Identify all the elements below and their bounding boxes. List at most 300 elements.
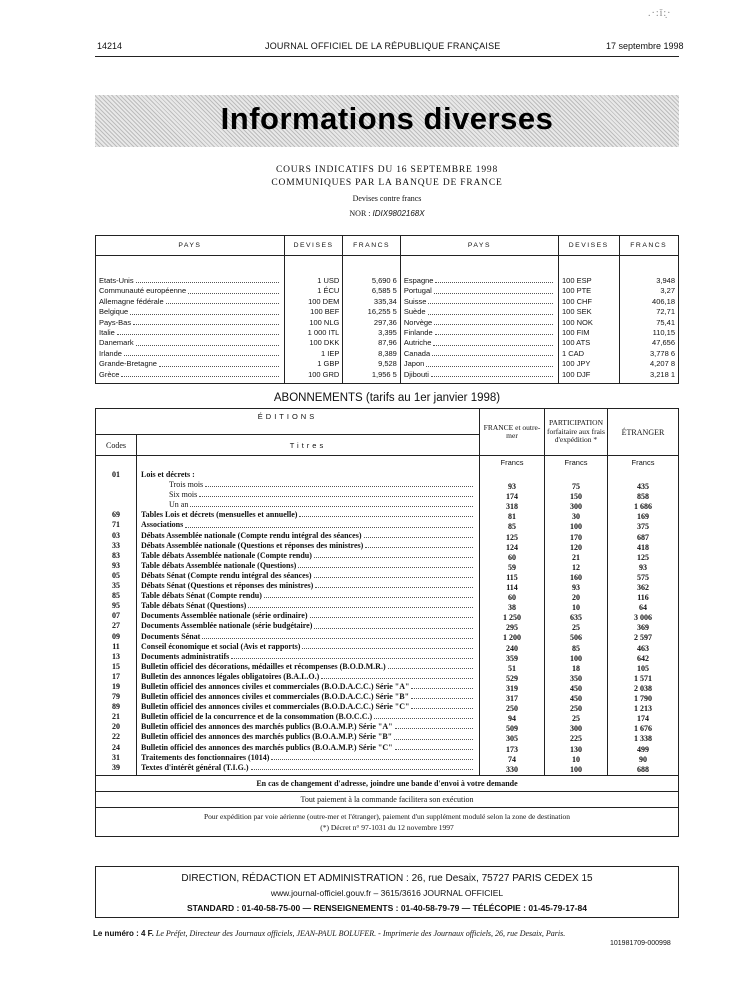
note-address: En cas de changement d'adresse, joindre une bande d'envoi à votre demande <box>96 775 679 791</box>
header-etranger: ÉTRANGER <box>608 409 679 456</box>
dot-leader <box>133 318 279 325</box>
rate-value: 3,27 <box>660 286 675 296</box>
journal-title: JOURNAL OFFICIEL DE LA RÉPUBLIQUE FRANÇAISE <box>265 41 501 51</box>
nor-value: IDIX9802168X <box>372 209 425 218</box>
dot-leader <box>302 642 473 649</box>
header-pays-left: PAYS <box>96 236 285 256</box>
row-code: 17 <box>112 671 120 681</box>
banner-title: Informations diverses <box>220 101 554 136</box>
row-code: 27 <box>112 621 120 631</box>
rate-value: 3,948 <box>656 276 675 285</box>
rate-country-name: Suisse <box>403 296 427 306</box>
row-title <box>141 652 475 662</box>
row-title <box>141 712 475 722</box>
row-france: 85 <box>508 522 516 532</box>
sub-header-row-1 <box>96 409 679 435</box>
row-participation: 85 <box>572 643 580 653</box>
dot-leader <box>159 359 279 366</box>
row-code: 01 <box>112 470 120 479</box>
dot-leader <box>124 349 279 356</box>
row-title-text: Conseil économique et social (Avis et rapports) <box>141 641 301 651</box>
row-etranger: 125 <box>637 552 649 562</box>
row-title <box>141 531 475 541</box>
row-title <box>141 601 475 611</box>
direction-web: www.journal-officiel.gouv.fr – 3615/3616 JOURNAL OFFICIEL <box>270 888 504 898</box>
row-etranger: 169 <box>637 512 649 522</box>
row-france: 81 <box>508 512 516 522</box>
row-france: 250 <box>506 704 518 714</box>
row-title-text: Bulletin officiel des annonces des marchés publics (B.O.A.M.P.) Série "B" <box>141 732 393 742</box>
row-etranger: 1 790 <box>634 694 652 704</box>
rate-country-name: Portugal <box>403 286 432 296</box>
nor-label: NOR : <box>349 209 371 218</box>
rate-value: 406,18 <box>652 296 675 306</box>
row-code: 79 <box>112 692 120 702</box>
header-devises-right: DEVISES <box>558 236 619 256</box>
row-etranger: 435 <box>637 482 649 492</box>
row-code <box>100 500 132 510</box>
codes-column <box>96 456 137 776</box>
dot-leader <box>431 370 553 377</box>
note-air <box>96 807 679 836</box>
row-etranger: 575 <box>637 572 649 582</box>
rate-country-name: Suède <box>403 307 426 317</box>
rate-currency: 1 GBP <box>317 359 340 369</box>
row-title <box>141 480 475 490</box>
rate-country <box>99 318 281 328</box>
row-participation: 635 <box>570 613 582 623</box>
dot-leader <box>298 561 473 568</box>
rate-value: 297,36 <box>373 317 397 327</box>
row-title-text: Documents Assemblée nationale (série ordinaire) <box>141 611 308 621</box>
scan-artifact: .·:ǐ:̣· <box>648 8 672 19</box>
row-title <box>141 591 475 601</box>
row-france: 174 <box>506 492 518 502</box>
rate-country-name: Communauté européenne <box>99 286 187 296</box>
rate-country <box>99 286 281 296</box>
header-titres: Titres <box>137 435 480 456</box>
rate-currency: 100 JPY <box>561 359 591 369</box>
right-pays-column <box>400 256 558 384</box>
row-code: 24 <box>112 742 120 752</box>
header-france: FRANCE et outre-mer <box>480 409 545 456</box>
direction-phones: STANDARD : 01-40-58-75-00 — RENSEIGNEMENTS : 01-40-58-79-79 — TÉLÉCOPIE : 01-45-79-17-84 <box>187 903 587 913</box>
dot-leader <box>428 307 553 314</box>
row-etranger: 463 <box>637 643 649 653</box>
dot-leader <box>136 338 279 345</box>
dot-leader <box>374 712 473 719</box>
rate-value: 5,690 6 <box>371 276 397 285</box>
rate-country <box>404 276 555 286</box>
row-title <box>141 551 475 561</box>
row-title <box>141 500 475 510</box>
row-participation: 10 <box>572 754 580 764</box>
row-title-text: Documents Sénat <box>141 631 201 641</box>
header-pays-right: PAYS <box>400 236 558 256</box>
row-title-text: Lois et décrets : <box>141 470 195 479</box>
rate-country-name: Belgique <box>99 307 129 317</box>
section-banner <box>95 95 679 147</box>
row-code: 35 <box>112 581 120 591</box>
rate-country <box>404 297 555 307</box>
row-participation: 100 <box>570 653 582 663</box>
row-title <box>141 520 475 530</box>
rate-country-name: Djibouti <box>403 369 429 379</box>
dot-leader <box>394 732 473 739</box>
dot-leader <box>314 621 473 628</box>
dot-leader <box>321 672 473 679</box>
left-francs-column <box>343 256 401 384</box>
rate-country <box>404 359 555 369</box>
dot-leader <box>166 297 279 304</box>
note-air-2: (*) Décret n° 97-1031 du 12 novembre 1997 <box>320 822 454 832</box>
row-title <box>141 642 475 652</box>
row-participation: 170 <box>570 532 582 542</box>
header-codes: Codes <box>96 435 137 456</box>
dot-leader <box>190 500 473 507</box>
row-code: 69 <box>112 510 120 520</box>
row-etranger: 1 571 <box>634 673 652 683</box>
row-participation: 100 <box>570 522 582 532</box>
rate-country-name: Autriche <box>403 338 432 348</box>
row-code: 20 <box>112 722 120 732</box>
rate-value: 3,218 1 <box>649 369 675 379</box>
row-participation: 300 <box>570 502 582 512</box>
row-title <box>141 692 475 702</box>
row-france: 359 <box>506 653 518 663</box>
row-etranger: 2 597 <box>634 633 652 643</box>
header-participation: PARTICIPATION forfaitaire aux frais d'expédition * <box>545 409 608 456</box>
row-etranger: 1 676 <box>634 724 652 734</box>
dot-leader <box>434 318 553 325</box>
row-title-text: Documents administratifs <box>141 651 230 661</box>
rate-country-name: Grande-Bretagne <box>99 359 157 369</box>
dot-leader <box>315 581 473 588</box>
row-title-text: Table débats Assemblée nationale (Compte rendu) <box>141 550 312 560</box>
row-etranger: 105 <box>637 663 649 673</box>
dot-leader <box>388 662 473 669</box>
rate-country-name: Irlande <box>99 348 122 358</box>
row-code: 31 <box>112 752 120 762</box>
row-code: 71 <box>112 520 120 530</box>
rate-country <box>404 318 555 328</box>
row-participation: 450 <box>570 683 582 693</box>
row-code <box>100 480 132 490</box>
row-participation: 93 <box>572 583 580 593</box>
row-participation: 30 <box>572 512 580 522</box>
rate-currency: 1 CAD <box>561 348 585 358</box>
row-france: 330 <box>506 764 518 774</box>
row-france: 60 <box>508 552 516 562</box>
row-france: 94 <box>508 714 516 724</box>
page-number: 14214 <box>97 41 123 51</box>
rate-currency: 100 GRD <box>308 369 340 379</box>
row-participation: 450 <box>570 694 582 704</box>
rate-currency: 100 CHF <box>561 296 592 306</box>
row-france: 173 <box>506 744 518 754</box>
row-participation: 12 <box>572 562 580 572</box>
rate-currency: 100 DKK <box>309 338 340 348</box>
row-title <box>141 702 475 712</box>
row-code: 05 <box>112 570 120 580</box>
row-title <box>141 753 475 763</box>
row-code: 03 <box>112 530 120 540</box>
rate-currency: 100 DJF <box>561 369 591 379</box>
row-code: 15 <box>112 661 120 671</box>
row-participation <box>549 472 603 482</box>
row-title <box>141 490 475 500</box>
row-france: 317 <box>506 694 518 704</box>
rate-country <box>99 276 281 286</box>
rate-value: 8,389 <box>378 348 397 358</box>
footer-text: Le Préfet, Directeur des Journaux officiels, JEAN-PAUL BOLUFER. - Imprimerie des Journaux officiels, 26, rue Desaix, Paris. <box>155 929 566 938</box>
row-etranger: 688 <box>637 764 649 774</box>
row-etranger: 369 <box>637 623 649 633</box>
rate-currency: 1 USD <box>317 276 340 285</box>
dot-leader <box>199 490 473 497</box>
dot-leader <box>395 722 473 729</box>
row-title-text: Débats Assemblée nationale (Compte rendu intégral des séances) <box>141 530 362 540</box>
footer-imprint <box>93 929 683 938</box>
rate-country <box>404 307 555 317</box>
rate-currency: 1 ÉCU <box>317 286 340 296</box>
row-title <box>141 632 475 642</box>
row-france: 509 <box>506 724 518 734</box>
row-etranger: 1 213 <box>634 704 652 714</box>
row-title <box>141 763 475 773</box>
footer-code: 101981709-000998 <box>610 940 671 947</box>
dot-leader <box>432 349 553 356</box>
row-title-text: Table débats Sénat (Compte rendu) <box>141 591 262 601</box>
row-code: 39 <box>112 762 120 772</box>
row-participation: 130 <box>570 744 582 754</box>
rate-country <box>404 286 555 296</box>
dot-leader <box>428 297 553 304</box>
row-title-text: Bulletin officiel des annonces civiles et commerciales (B.O.D.A.C.C.) Série "B" <box>141 692 410 702</box>
subscriptions-table <box>95 408 679 837</box>
etranger-column <box>608 456 679 776</box>
row-france: 74 <box>508 754 516 764</box>
rate-country-name: Pays-Bas <box>99 317 132 327</box>
rate-value: 75,41 <box>656 317 675 327</box>
row-code: 95 <box>112 601 120 611</box>
row-france: 115 <box>506 572 518 582</box>
rate-country-name: Norvège <box>403 317 433 327</box>
row-participation: 18 <box>572 663 580 673</box>
dot-leader <box>433 338 553 345</box>
row-title <box>141 682 475 692</box>
row-etranger: 2 038 <box>634 683 652 693</box>
right-francs-column <box>619 256 679 384</box>
dot-leader <box>130 307 279 314</box>
row-etranger: 687 <box>637 532 649 542</box>
row-title-text: Tables Lois et décrets (mensuelles et annuelle) <box>141 510 298 520</box>
rate-country-name: Etats-Unis <box>99 276 134 285</box>
header-devises-left: DEVISES <box>284 236 343 256</box>
rate-value: 4,207 8 <box>649 359 675 369</box>
rate-country-name: Espagne <box>403 276 434 285</box>
rate-currency: 100 ESP <box>561 276 592 285</box>
row-france: 38 <box>508 603 516 613</box>
row-participation: 350 <box>570 673 582 683</box>
dot-leader <box>426 359 553 366</box>
etranger-unit: Francs <box>631 458 655 467</box>
row-etranger: 858 <box>637 492 649 502</box>
rate-country <box>99 297 281 307</box>
titres-column <box>137 456 480 776</box>
row-etranger: 642 <box>637 653 649 663</box>
direction-address: DIRECTION, RÉDACTION ET ADMINISTRATION : 26, rue Desaix, 75727 PARIS CEDEX 15 <box>181 873 593 884</box>
row-title-text: Débats Sénat (Compte rendu intégral des séances) <box>141 570 312 580</box>
france-column <box>480 456 545 776</box>
nor-reference <box>95 209 679 218</box>
row-etranger: 116 <box>637 593 649 603</box>
row-title <box>141 743 475 753</box>
row-france: 318 <box>506 502 518 512</box>
row-title <box>141 470 475 480</box>
dot-leader <box>365 541 473 548</box>
row-title-text: Bulletin officiel des décorations, médailles et récompenses (B.O.D.M.R.) <box>141 661 386 671</box>
france-unit: Francs <box>500 458 524 467</box>
cours-heading-2: COMMUNIQUES PAR LA BANQUE DE FRANCE <box>271 178 503 188</box>
dot-leader <box>264 591 473 598</box>
row-participation: 225 <box>570 734 582 744</box>
row-code: 33 <box>112 540 120 550</box>
rate-country-name: Grèce <box>99 369 120 379</box>
row-france: 124 <box>506 542 518 552</box>
header-francs-left: FRANCS <box>343 236 401 256</box>
dot-leader <box>185 520 473 527</box>
row-etranger: 499 <box>637 744 649 754</box>
row-title-text: Bulletin officiel de la concurrence et de la consommation (B.O.C.C.) <box>141 712 373 722</box>
dot-leader <box>314 571 473 578</box>
rate-country <box>99 338 281 348</box>
row-france: 295 <box>506 623 518 633</box>
row-code: 07 <box>112 611 120 621</box>
row-title <box>141 571 475 581</box>
dot-leader <box>248 601 473 608</box>
rate-value: 9,528 <box>378 359 397 369</box>
abonnements-title: ABONNEMENTS (tarifs au 1er janvier 1998) <box>273 392 501 404</box>
row-france: 319 <box>506 683 518 693</box>
row-title <box>141 611 475 621</box>
publication-date: 17 septembre 1998 <box>606 41 684 51</box>
rate-value: 72,71 <box>656 307 675 317</box>
row-france: 51 <box>508 663 516 673</box>
dot-leader <box>434 286 553 293</box>
rate-value: 6,585 5 <box>371 286 397 296</box>
rate-value: 87,96 <box>378 338 397 348</box>
rate-country <box>99 307 281 317</box>
dot-leader <box>117 328 279 335</box>
participation-column <box>545 456 608 776</box>
row-code: 09 <box>112 631 120 641</box>
row-etranger: 375 <box>637 522 649 532</box>
rate-country <box>404 328 555 338</box>
rate-currency: 100 NLG <box>309 317 340 327</box>
rates-body-row <box>96 256 679 384</box>
row-participation: 21 <box>572 552 580 562</box>
row-title-text: Un an <box>169 500 189 510</box>
left-pays-column <box>96 256 285 384</box>
row-title <box>141 722 475 732</box>
row-participation: 300 <box>570 724 582 734</box>
row-france: 125 <box>506 532 518 542</box>
header-rule <box>95 56 679 57</box>
rate-country-name: Italie <box>99 327 115 337</box>
dot-leader <box>121 370 278 377</box>
row-title <box>141 621 475 631</box>
row-code: 19 <box>112 681 120 691</box>
row-participation: 100 <box>570 764 582 774</box>
note-payment: Tout paiement à la commande facilitera son exécution <box>96 791 679 807</box>
rate-value: 3,778 6 <box>649 348 675 358</box>
exchange-rates-table <box>95 235 679 384</box>
dot-leader <box>310 611 474 618</box>
rate-country-name: Finlande <box>403 327 433 337</box>
dot-leader <box>188 286 279 293</box>
rate-country <box>404 370 555 380</box>
row-participation: 120 <box>570 542 582 552</box>
row-title-text: Bulletin officiel des annonces des marchés publics (B.O.A.M.P.) Série "A" <box>141 722 393 732</box>
row-title-text: Bulletin officiel des annonces des marchés publics (B.O.A.M.P.) Série "C" <box>141 742 393 752</box>
row-france: 114 <box>506 583 518 593</box>
row-title <box>141 672 475 682</box>
rate-value: 1,956 5 <box>371 369 397 379</box>
dot-leader <box>411 702 473 709</box>
row-title-text: Débats Assemblée nationale (Questions et réponses des ministres) <box>141 540 364 550</box>
row-participation: 75 <box>572 482 580 492</box>
row-code: 93 <box>112 560 120 570</box>
row-etranger: 362 <box>637 583 649 593</box>
row-france: 1 200 <box>503 633 521 643</box>
rate-currency: 100 SEK <box>561 307 592 317</box>
right-devises-column <box>558 256 619 384</box>
row-participation: 150 <box>570 492 582 502</box>
row-code: 13 <box>112 651 120 661</box>
rate-country <box>99 370 281 380</box>
rate-country <box>404 349 555 359</box>
row-title-text: Documents Assemblée nationale (série budgétaire) <box>141 621 313 631</box>
dot-leader <box>205 480 473 487</box>
cours-heading-1: COURS INDICATIFS DU 16 SEPTEMBRE 1998 <box>276 165 498 175</box>
rate-currency: 1 000 ITL <box>307 327 340 337</box>
row-title-text: Débats Sénat (Questions et réponses des ministres) <box>141 581 314 591</box>
participation-unit: Francs <box>564 458 588 467</box>
note-air-1: Pour expédition par voie aérienne (outre-mer et l'étranger), paiement d'un supplément modulé selon la zone de destination <box>203 811 571 821</box>
row-title-text: Table débats Sénat (Questions) <box>141 601 247 611</box>
row-etranger: 418 <box>637 542 649 552</box>
row-title-text: Bulletin des annonces légales obligatoires (B.A.L.O.) <box>141 671 320 681</box>
row-participation: 20 <box>572 593 580 603</box>
row-etranger: 90 <box>639 754 647 764</box>
row-etranger <box>612 472 674 482</box>
footer-price: Le numéro : 4 F. <box>93 929 154 938</box>
rate-country-name: Japon <box>403 359 425 369</box>
row-france: 59 <box>508 562 516 572</box>
header-francs-right: FRANCS <box>619 236 679 256</box>
row-participation: 506 <box>570 633 582 643</box>
cours-subheading: Devises contre francs <box>352 194 422 203</box>
dot-leader <box>271 753 473 760</box>
row-code: 21 <box>112 712 120 722</box>
rate-value: 3,395 <box>378 327 397 337</box>
rate-country-name: Canada <box>403 348 431 358</box>
row-code: 85 <box>112 591 120 601</box>
row-code: 83 <box>112 550 120 560</box>
row-title-text: Table débats Assemblée nationale (Questions) <box>141 560 297 570</box>
dot-leader <box>202 632 473 639</box>
